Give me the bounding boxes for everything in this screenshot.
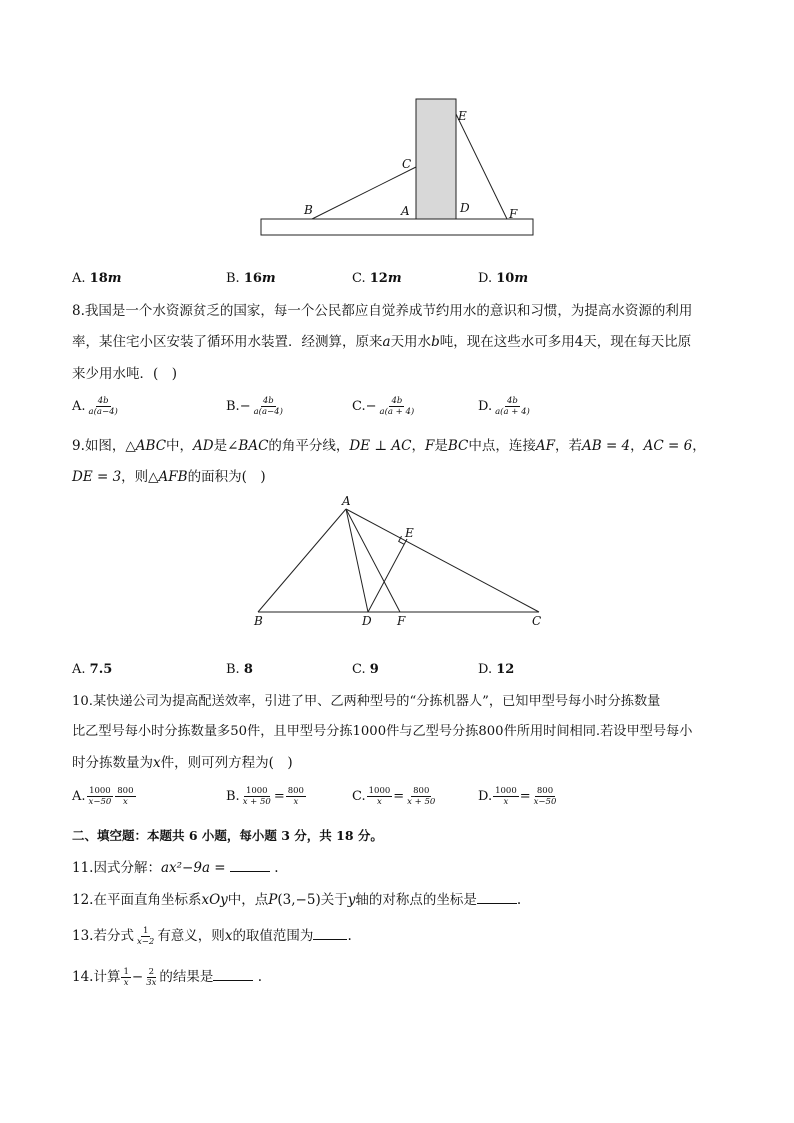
segment-ad bbox=[346, 509, 368, 612]
label-D: D bbox=[362, 614, 372, 628]
text: . bbox=[257, 969, 263, 985]
label-E: E bbox=[458, 109, 467, 123]
text: 12.在平面直角坐标系 bbox=[72, 892, 202, 908]
side-ab bbox=[258, 509, 346, 612]
denominator: x bbox=[122, 797, 128, 807]
numerator: 1000 bbox=[495, 786, 517, 796]
option-value: 12 bbox=[369, 271, 388, 286]
q8-line-1 bbox=[72, 301, 692, 321]
text: ， bbox=[411, 438, 425, 454]
fraction-right bbox=[405, 786, 437, 807]
math: AC = 6 bbox=[643, 438, 693, 454]
fraction bbox=[252, 396, 285, 417]
fraction-left bbox=[367, 786, 393, 807]
math: △AFB bbox=[148, 469, 188, 485]
text: 吨，现在这些水可多用4天，现在每天比原 bbox=[439, 334, 692, 350]
denominator: 3x bbox=[146, 978, 157, 988]
math: xOy bbox=[201, 892, 228, 908]
math: AF bbox=[535, 438, 555, 454]
text: (3,−5)关于 bbox=[277, 892, 348, 908]
text: 件，则可列方程为( ) bbox=[160, 755, 293, 771]
label-C: C bbox=[402, 157, 412, 171]
numerator: 1 bbox=[142, 926, 149, 936]
text: ，则 bbox=[121, 469, 149, 485]
text: ，若 bbox=[554, 438, 582, 454]
segment-de bbox=[368, 539, 407, 612]
q9-line-1 bbox=[72, 436, 706, 456]
fraction bbox=[493, 396, 532, 417]
math: x bbox=[224, 928, 233, 944]
option-letter: B. bbox=[226, 789, 240, 804]
fraction-left bbox=[493, 786, 519, 807]
option-value: 12 bbox=[496, 662, 515, 677]
label-A: A bbox=[401, 204, 410, 218]
text: 中，点 bbox=[227, 892, 269, 908]
q8-line-2 bbox=[72, 332, 691, 352]
question-text: 比乙型号每小时分拣数量多50件，且甲型号分拣1000件与乙型号分拣800件所用时间相同.若设甲型号每小 bbox=[72, 724, 693, 739]
text: ， bbox=[692, 438, 706, 454]
denominator: x bbox=[123, 978, 129, 988]
ground-slab bbox=[261, 219, 533, 235]
denominator: x bbox=[503, 797, 509, 807]
option-letter: C. bbox=[352, 662, 366, 677]
q9-option-c[interactable] bbox=[352, 662, 379, 677]
denominator: a(a−4) bbox=[88, 407, 118, 417]
option-value: 18 bbox=[89, 271, 108, 286]
denominator: x−50 bbox=[88, 797, 112, 807]
q8-line-3 bbox=[72, 364, 177, 384]
math: y bbox=[347, 892, 356, 908]
option-letter: D. bbox=[478, 271, 493, 286]
option-value: 8 bbox=[243, 662, 253, 677]
label-A: A bbox=[342, 494, 351, 508]
text: 的角平分线， bbox=[268, 438, 350, 454]
math: F bbox=[424, 438, 435, 454]
numerator: 1000 bbox=[245, 786, 268, 796]
denominator: a(a + 4) bbox=[495, 407, 530, 417]
math: AD bbox=[193, 438, 214, 454]
text: 14.计算 bbox=[72, 969, 121, 985]
numerator: 1000 bbox=[89, 786, 111, 796]
option-letter: C. bbox=[352, 271, 366, 286]
math: △ABC bbox=[125, 438, 167, 454]
math: P bbox=[268, 892, 278, 908]
q14 bbox=[72, 966, 262, 988]
q9-option-d[interactable] bbox=[478, 662, 514, 677]
numerator: 800 bbox=[117, 786, 134, 796]
equals: = bbox=[273, 789, 285, 804]
figure-triangle-abc bbox=[245, 492, 555, 632]
section-title: 二、填空题：本题共 6 小题，每小题 3 分，共 18 分。 bbox=[72, 828, 383, 843]
math: BAC bbox=[238, 438, 269, 454]
numerator: 800 bbox=[287, 786, 304, 796]
label-B: B bbox=[254, 614, 263, 628]
minus: − bbox=[131, 969, 144, 985]
text: 率，某住宅小区安装了循环用水装置．经测算，原来 bbox=[72, 334, 383, 350]
option-letter: A. bbox=[72, 662, 86, 677]
text: 的取值范围为 bbox=[232, 928, 314, 944]
label-F: F bbox=[397, 614, 406, 628]
numerator: 4b bbox=[97, 396, 109, 406]
option-unit: m bbox=[514, 271, 529, 286]
text: . bbox=[516, 892, 522, 908]
option-letter: B. bbox=[226, 662, 240, 677]
denominator: x bbox=[293, 797, 299, 807]
equals: = bbox=[393, 789, 405, 804]
numerator: 1000 bbox=[368, 786, 391, 796]
q8-option-d[interactable] bbox=[478, 396, 533, 417]
math: ax²−9a = bbox=[160, 860, 226, 876]
label-D: D bbox=[460, 201, 470, 215]
q8-option-a[interactable] bbox=[72, 396, 121, 417]
figure-wall-ladder bbox=[255, 92, 545, 240]
q10-option-a[interactable] bbox=[72, 786, 137, 807]
option-unit: m bbox=[107, 271, 122, 286]
option-letter: C. bbox=[352, 399, 366, 414]
q10-line-1 bbox=[72, 692, 660, 712]
fraction-1 bbox=[121, 967, 130, 988]
q11 bbox=[72, 857, 279, 878]
text: 时分拣数量为 bbox=[72, 755, 153, 771]
question-text: 我国是一个水资源贫乏的国家，每一个公民都应自觉养成节约用水的意识和习惯，为提高水资源的利用 bbox=[84, 303, 693, 319]
fraction bbox=[87, 396, 120, 417]
fraction-right bbox=[286, 786, 306, 807]
question-number: 8. bbox=[72, 303, 85, 319]
label-F: F bbox=[509, 207, 518, 221]
fraction-2 bbox=[144, 967, 158, 988]
answer-blank[interactable] bbox=[230, 857, 270, 872]
q8-option-c[interactable] bbox=[352, 396, 417, 417]
q13 bbox=[72, 925, 352, 947]
math: AB = 4 bbox=[581, 438, 631, 454]
numerator: 4b bbox=[391, 396, 403, 406]
numerator: 1 bbox=[123, 967, 129, 977]
q10-line-2 bbox=[72, 722, 692, 742]
fraction-right bbox=[115, 786, 135, 807]
math: DE = 3 bbox=[72, 469, 122, 485]
option-value: 9 bbox=[369, 662, 379, 677]
text: 有意义，则 bbox=[157, 928, 225, 944]
side-ac bbox=[346, 509, 539, 612]
option-letter: A. bbox=[72, 399, 86, 414]
q9-option-a[interactable] bbox=[72, 662, 112, 677]
answer-blank[interactable] bbox=[213, 966, 253, 981]
text: 11.因式分解： bbox=[72, 860, 161, 876]
q7-option-d[interactable] bbox=[478, 271, 528, 286]
question-text: 10.某快递公司为提高配送效率，引进了甲、乙两种型号的“分拣机器人”，已知甲型号每小时分拣数量 bbox=[72, 694, 661, 709]
numerator: 4b bbox=[507, 396, 518, 406]
text: . bbox=[274, 860, 279, 876]
fraction-right bbox=[532, 786, 559, 807]
numerator: 800 bbox=[536, 786, 554, 796]
text: 中点，连接 bbox=[468, 438, 536, 454]
fraction-left bbox=[241, 786, 273, 807]
var-x: x bbox=[153, 755, 161, 771]
option-value: 10 bbox=[496, 271, 515, 286]
option-letter: A. bbox=[72, 789, 86, 804]
answer-blank[interactable] bbox=[477, 889, 517, 904]
text: 是 bbox=[434, 438, 448, 454]
text: 如图， bbox=[84, 438, 126, 454]
q12 bbox=[72, 889, 521, 910]
text: 中， bbox=[166, 438, 194, 454]
var-a: a bbox=[382, 334, 391, 350]
denominator: x + 50 bbox=[242, 797, 271, 807]
equals: = bbox=[519, 789, 531, 804]
math: BC bbox=[447, 438, 469, 454]
q8-option-b[interactable] bbox=[226, 396, 286, 417]
denominator: x bbox=[377, 797, 382, 807]
q10-option-c[interactable] bbox=[352, 786, 438, 807]
q7-option-b[interactable] bbox=[226, 271, 276, 286]
text: 是∠ bbox=[213, 438, 239, 454]
section-heading bbox=[72, 826, 383, 846]
q9-option-b[interactable] bbox=[226, 662, 253, 677]
fraction bbox=[135, 926, 156, 947]
q7-option-c[interactable] bbox=[352, 271, 402, 286]
option-letter: B. bbox=[226, 399, 240, 414]
denominator: x−50 bbox=[533, 797, 557, 807]
q7-option-a[interactable] bbox=[72, 271, 122, 286]
option-letter: D. bbox=[478, 399, 493, 414]
denominator: a(a−4) bbox=[253, 407, 283, 417]
q9-line-2 bbox=[72, 467, 266, 487]
text: 天用水 bbox=[390, 334, 432, 350]
segment-af bbox=[346, 509, 400, 612]
text: 的结果是 bbox=[159, 969, 214, 985]
option-letter: B. bbox=[226, 271, 240, 286]
numerator: 4b bbox=[262, 396, 274, 406]
answer-blank[interactable] bbox=[313, 925, 347, 940]
option-unit: m bbox=[387, 271, 402, 286]
denominator: a(a + 4) bbox=[379, 407, 415, 417]
label-C: C bbox=[532, 614, 542, 628]
sign: − bbox=[365, 399, 377, 414]
q10-line-3 bbox=[72, 753, 293, 773]
text: 来少用水吨．( ) bbox=[72, 366, 178, 382]
fraction bbox=[378, 396, 417, 417]
option-unit: m bbox=[261, 271, 276, 286]
option-letter: D. bbox=[478, 662, 493, 677]
fraction-left bbox=[87, 786, 114, 807]
option-letter: A. bbox=[72, 271, 86, 286]
sign: − bbox=[239, 399, 251, 414]
math: DE ⊥ AC bbox=[349, 438, 412, 454]
text: 13.若分式 bbox=[72, 928, 134, 944]
text: 的面积为( ) bbox=[187, 469, 266, 485]
text: ， bbox=[630, 438, 644, 454]
q10-option-d[interactable] bbox=[478, 786, 559, 807]
question-number: 9. bbox=[72, 438, 85, 454]
denominator: x−2 bbox=[136, 937, 155, 947]
numerator: 2 bbox=[148, 967, 155, 977]
label-E: E bbox=[405, 526, 414, 540]
wall-block bbox=[416, 99, 456, 219]
numerator: 800 bbox=[413, 786, 430, 796]
option-value: 7.5 bbox=[89, 662, 113, 677]
denominator: x + 50 bbox=[407, 797, 436, 807]
option-value: 16 bbox=[243, 271, 262, 286]
text: 轴的对称点的坐标是 bbox=[355, 892, 477, 908]
q10-option-b[interactable] bbox=[226, 786, 307, 807]
var-b: b bbox=[431, 334, 440, 350]
option-letter: D. bbox=[478, 789, 493, 804]
option-letter: C. bbox=[352, 789, 366, 804]
text: . bbox=[347, 928, 352, 944]
label-B: B bbox=[304, 203, 313, 217]
